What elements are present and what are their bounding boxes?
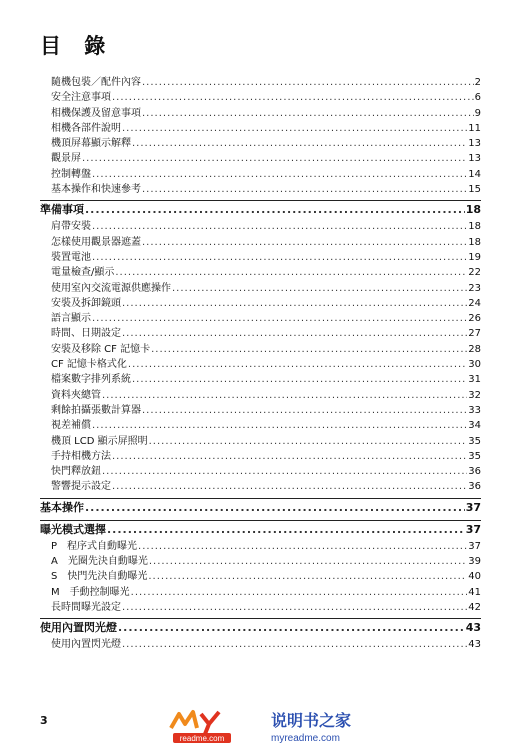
toc-entry-label: 安全注意事項 [51, 92, 111, 104]
toc-leader-dots [149, 434, 468, 449]
toc-entry[interactable] [40, 585, 481, 600]
toc-entry-label: 隨機包裝／配件內容 [51, 77, 141, 88]
toc-leader-dots [107, 521, 465, 539]
toc-entry-label: 電量檢查/顯示 [51, 267, 115, 279]
toc-entry-label: 安裝及移除 CF 記憶卡 [51, 343, 151, 355]
toc-entry-label: 相機保護及留意事項 [51, 107, 141, 119]
toc-page-number: 42 [468, 601, 481, 613]
toc-entry-label: P 程序式自動曝光 [51, 540, 138, 552]
toc-entry[interactable] [40, 539, 481, 554]
toc-page-number: 36 [468, 481, 481, 493]
toc-leader-dots [142, 403, 467, 418]
toc-entry[interactable] [40, 151, 481, 166]
toc-leader-dots [92, 167, 467, 182]
toc-page-number: 37 [468, 540, 481, 552]
toc-entry[interactable] [40, 281, 481, 296]
toc-entry-label: 機頂屏幕顯示解釋 [51, 138, 131, 150]
toc-leader-dots [142, 106, 474, 121]
toc-leader-dots [128, 357, 467, 372]
toc-entry[interactable] [40, 136, 481, 151]
toc-entry-label: 檔案數字排列系統 [51, 374, 131, 386]
toc-leader-dots [172, 281, 467, 296]
toc-leader-dots [102, 464, 467, 479]
toc-entry[interactable] [40, 372, 481, 387]
toc-page-number: 41 [468, 586, 481, 598]
toc-leader-dots [92, 250, 467, 265]
toc-page-number: 13 [468, 138, 481, 150]
toc-entry[interactable] [40, 569, 481, 584]
toc-page-number: 28 [468, 343, 481, 355]
toc-page-number: 33 [468, 404, 481, 416]
toc-entry[interactable] [40, 167, 481, 182]
toc-entry-label: 基本操作和快速參考 [51, 184, 141, 196]
toc-leader-dots [122, 296, 467, 311]
toc-entry-label: 曝光模式選擇 [40, 522, 106, 536]
toc-page-number: 40 [468, 571, 481, 583]
toc-entry[interactable] [40, 403, 481, 418]
toc-leader-dots [122, 600, 467, 615]
toc-entry[interactable] [40, 219, 481, 234]
toc-section [40, 498, 481, 517]
toc-leader-dots [92, 219, 467, 234]
toc-entry-label: 肩帶安裝 [51, 221, 91, 233]
toc-entry-label: M 手動控制曝光 [51, 586, 130, 598]
toc-entry[interactable] [40, 106, 481, 121]
toc-section [40, 200, 481, 494]
toc-leader-dots [142, 182, 467, 197]
toc-leader-dots [142, 235, 467, 250]
toc-leader-dots [92, 418, 467, 433]
toc-page-number: 35 [468, 435, 481, 447]
toc-page-number: 14 [468, 168, 481, 180]
toc-entry[interactable] [40, 479, 481, 494]
toc-entry[interactable] [40, 326, 481, 341]
toc-leader-dots [122, 121, 467, 136]
toc-page-number: 27 [468, 328, 481, 340]
toc-entry-label: 視差補償 [51, 420, 91, 432]
toc-leader-dots [138, 539, 467, 554]
toc-entry-label: 時間、日期設定 [51, 328, 121, 340]
toc-entry[interactable] [40, 90, 481, 105]
toc-entry-label: 手持相機方法 [51, 450, 111, 462]
toc-page-number: 32 [468, 389, 481, 401]
toc-page-number: 6 [474, 92, 481, 104]
toc-entry[interactable] [40, 434, 481, 449]
toc-page-number: 23 [468, 282, 481, 294]
toc-entry[interactable] [40, 554, 481, 569]
toc-leader-dots [112, 479, 467, 494]
toc-entry-label: 控制轉盤 [51, 168, 91, 180]
toc-page-number: 24 [468, 297, 481, 309]
toc-entry-label: 準備事項 [40, 203, 84, 217]
toc-entry-label: S 快門先決自動曝光 [51, 571, 148, 583]
table-of-contents [40, 72, 481, 653]
toc-entry-label: 基本操作 [40, 500, 84, 514]
toc-page-number: 39 [468, 556, 481, 568]
toc-leader-dots [85, 499, 465, 517]
toc-page-number: 36 [468, 466, 481, 478]
toc-entry-label: 警響提示設定 [51, 481, 111, 493]
toc-entry[interactable] [40, 464, 481, 479]
toc-entry-label: 怎樣使用觀景器遮蓋 [51, 236, 141, 248]
toc-entry-label: 使用內置閃光燈 [51, 639, 121, 651]
toc-entry-label: 裝置電池 [51, 251, 91, 263]
toc-leader-dots [115, 265, 467, 280]
toc-page-number: 30 [468, 359, 481, 371]
toc-entry-label: 剩餘拍攝張數計算器 [51, 404, 141, 416]
logo-readme-text: readme.com [179, 734, 225, 743]
toc-page-number: 9 [474, 107, 481, 119]
toc-entry-label: A 光圈先決自動曝光 [51, 556, 148, 568]
toc-leader-dots [118, 619, 465, 637]
toc-entry[interactable] [40, 250, 481, 265]
page-number: 3 [40, 714, 48, 727]
toc-entry[interactable] [40, 121, 481, 136]
toc-section-heading[interactable] [40, 201, 481, 219]
toc-page-number: 19 [468, 251, 481, 263]
toc-leader-dots [132, 372, 467, 387]
toc-page-number: 35 [468, 450, 481, 462]
toc-leader-dots [82, 151, 467, 166]
toc-page-number: 18 [468, 236, 481, 248]
toc-leader-dots [122, 326, 467, 341]
toc-page-number: 2 [474, 77, 481, 88]
toc-leader-dots [112, 449, 467, 464]
toc-entry-label: 長時間曝光設定 [51, 601, 121, 613]
toc-leader-dots [122, 637, 467, 652]
toc-leader-dots [142, 75, 474, 90]
toc-entry[interactable] [40, 637, 481, 652]
toc-page-number: 31 [468, 374, 481, 386]
toc-entry[interactable] [40, 600, 481, 615]
toc-page-number: 11 [468, 122, 481, 134]
page-title: 目 錄 [40, 34, 114, 58]
toc-page-number: 18 [465, 203, 481, 217]
toc-entry-label: 快門釋放鈕 [51, 466, 101, 478]
toc-entry[interactable] [40, 235, 481, 250]
toc-page-number: 18 [468, 221, 481, 233]
toc-page-number: 37 [465, 500, 481, 514]
toc-page-number: 43 [465, 621, 481, 635]
toc-entry-label: CF 記憶卡格式化 [51, 359, 127, 371]
toc-leader-dots [148, 569, 467, 584]
toc-leader-dots [92, 311, 467, 326]
toc-entry-label: 資料夾總管 [51, 389, 101, 401]
toc-leader-dots [149, 554, 467, 569]
logo-swoosh-y [201, 712, 219, 734]
toc-entry-label: 觀景屏 [51, 153, 81, 165]
toc-page-number: 34 [468, 420, 481, 432]
toc-section [40, 618, 481, 652]
toc-entry-label: 使用室內交流電源供應操作 [51, 282, 171, 294]
toc-page-number: 22 [468, 267, 481, 279]
toc-section-heading[interactable] [40, 499, 481, 517]
toc-entry-label: 使用內置閃光燈 [40, 621, 117, 635]
toc-section [40, 520, 481, 615]
toc-section-heading[interactable] [40, 619, 481, 637]
toc-entry[interactable] [40, 342, 481, 357]
toc-page-number: 37 [465, 522, 481, 536]
toc-entry[interactable] [40, 296, 481, 311]
toc-entry-label: 機頂 LCD 顯示屏照明 [51, 435, 148, 447]
toc-page-number: 13 [468, 153, 481, 165]
toc-section-heading[interactable] [40, 521, 481, 539]
toc-leader-dots [85, 201, 465, 219]
toc-entry[interactable] [40, 357, 481, 372]
toc-leader-dots [112, 90, 474, 105]
toc-leader-dots [132, 136, 467, 151]
toc-entry-label: 安裝及拆卸鏡頭 [51, 297, 121, 309]
toc-entry[interactable] [40, 418, 481, 433]
toc-leader-dots [151, 342, 467, 357]
toc-page-number: 26 [468, 313, 481, 325]
toc-entry[interactable] [40, 449, 481, 464]
toc-page-number: 43 [468, 639, 481, 651]
toc-entry[interactable] [40, 388, 481, 403]
toc-entry-label: 相機各部件說明 [51, 122, 121, 134]
logo-swoosh-m [171, 712, 197, 728]
toc-entry[interactable] [40, 75, 481, 90]
toc-leader-dots [102, 388, 467, 403]
toc-entry-label: 語言顯示 [51, 313, 91, 325]
toc-section [40, 75, 481, 197]
brand-cn-text: 说明书之家 [271, 711, 352, 730]
readme-logo [167, 706, 367, 746]
toc-entry[interactable] [40, 182, 481, 197]
toc-leader-dots [131, 585, 468, 600]
toc-page-number: 15 [468, 184, 481, 196]
brand-url-text: myreadme.com [271, 733, 340, 744]
toc-entry[interactable] [40, 265, 481, 280]
toc-entry[interactable] [40, 311, 481, 326]
